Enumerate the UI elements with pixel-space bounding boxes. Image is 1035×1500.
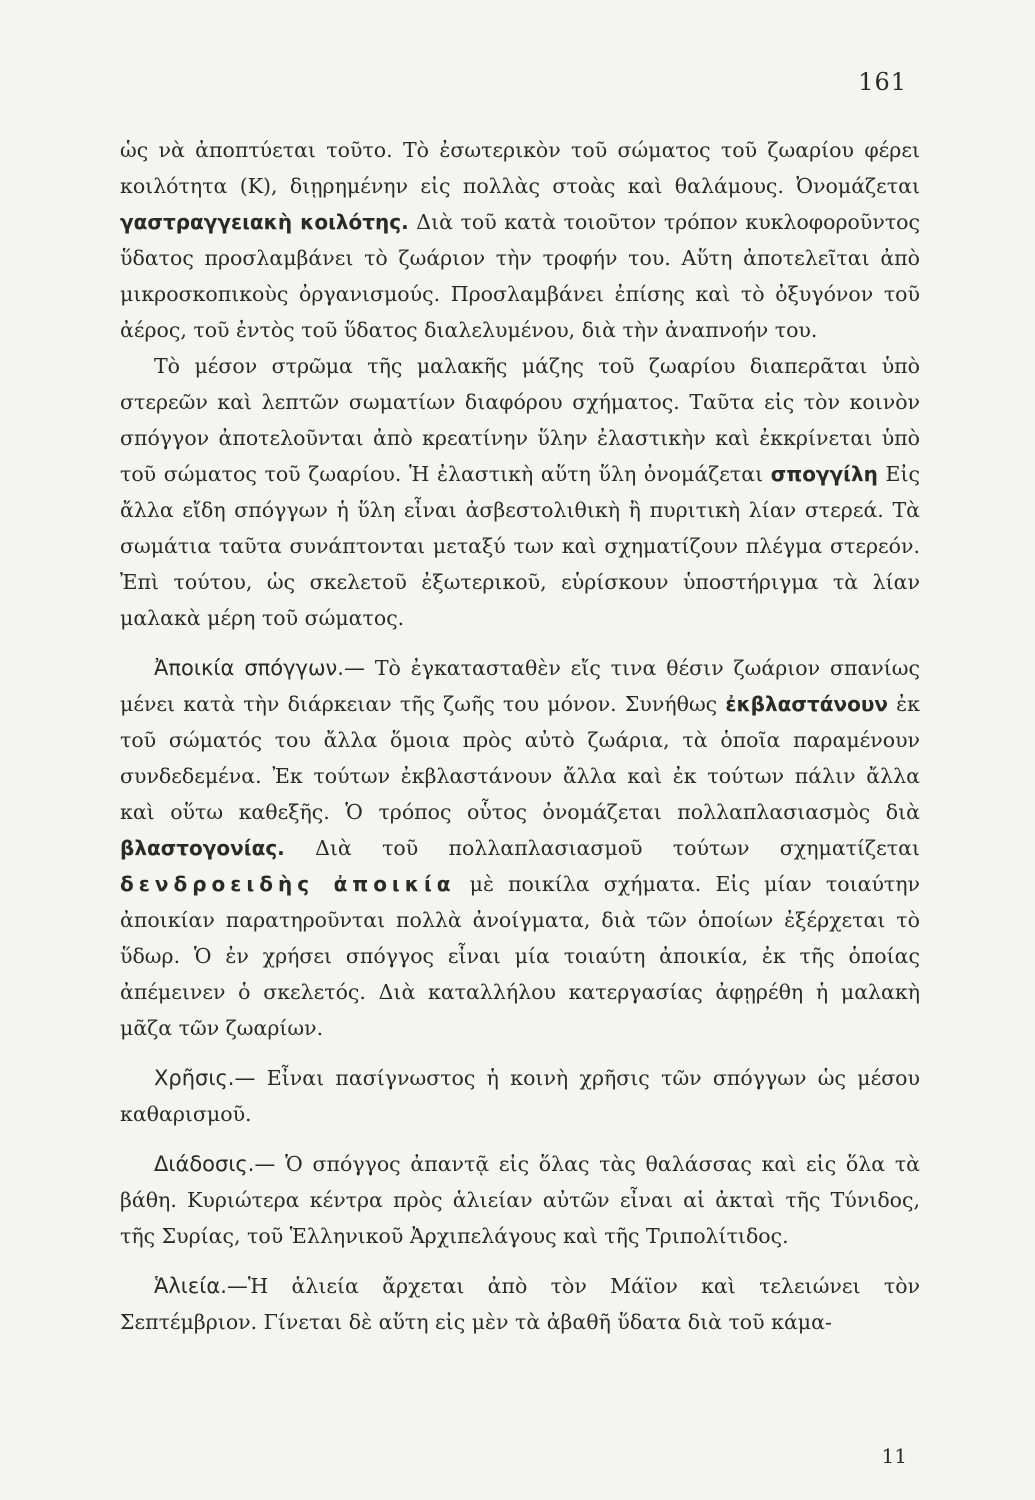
term-bold: σπογγίλη: [770, 462, 878, 486]
paragraph-5: [120, 1146, 920, 1254]
text-run: Εἶναι πασίγνωστος ἡ κοινὴ χρῆσις τῶν σπόγγων ὡς μέσου καθαρισμοῦ.: [120, 1066, 920, 1126]
text-run: ὡς νὰ ἀποπτύεται τοῦτο. Τὸ ἐσωτερικὸν τοῦ σώματος τοῦ ζωαρίου φέρει κοιλότητα (Κ), διῃρημένην εἰς πολλὰς στοὰς καὶ θαλάμους. Ὀνομάζεται: [120, 138, 920, 198]
text-run: Διὰ τοῦ κατὰ τοιοῦτον τρόπον κυκλοφοροῦντος ὕδατος προσλαμβάνει τὸ ζωάριον τὴν τροφήν του. Αὕτη ἀποτελεῖται ἀπὸ μικροσκοπικοὺς ὀργανισμούς. Προσλαμβάνει ἐπίσης καὶ τὸ ὀξυγόνον τοῦ ἀέρος, τοῦ ἐντὸς τοῦ ὕδατος διαλελυμένου, διὰ τὴν ἀναπνοήν του.: [120, 210, 920, 342]
paragraph-1: [120, 132, 920, 348]
section-heading: Χρῆσις.—: [154, 1066, 256, 1090]
text-run: Ὁ σπόγγος ἀπαντᾷ εἰς ὅλας τὰς θαλάσσας καὶ εἰς ὅλα τὰ βάθη. Κυριώτερα κέντρα πρὸς ἁλιείαν αὐτῶν εἶναι αἱ ἀκταὶ τῆς Τύνιδος, τῆς Συρίας, τοῦ Ἑλληνικοῦ Ἀρχιπελάγους καὶ τῆς Τριπολίτιδος.: [120, 1152, 920, 1248]
section-heading: Ἁλιεία.—: [154, 1274, 248, 1298]
body-text: [120, 132, 920, 1340]
paragraph-2: [120, 348, 920, 636]
page-number: 161: [858, 68, 907, 96]
term-bold: ἐκβλαστάνουν: [725, 692, 888, 716]
term-bold-spaced: δενδροειδὴς ἀποικία: [120, 872, 456, 896]
text-run: ἐκ τοῦ σώματός του ἄλλα ὅμοια πρὸς αὐτὸ ζωάρια, τὰ ὁποῖα παραμένουν συνδεδεμένα. Ἐκ τούτων ἐκβλαστάνουν ἄλλα καὶ ἐκ τούτων πάλιν ἄλλα καὶ οὕτω καθεξῆς. Ὁ τρόπος οὗτος ὀνομάζεται πολλαπλασιασμὸς διὰ: [120, 692, 920, 824]
text-run: Εἰς ἄλλα εἴδη σπόγγων ἡ ὕλη εἶναι ἀσβεστολιθικὴ ἢ πυριτικὴ λίαν στερεά. Τὰ σωμάτια ταῦτα συνάπτονται μεταξύ των καὶ σχηματίζουν πλέγμα στερεόν. Ἐπὶ τούτου, ὡς σκελετοῦ ἐξωτερικοῦ, εὑρίσκουν ὑποστήριγμα τὰ λίαν μαλακὰ μέρη τοῦ σώματος.: [120, 462, 921, 630]
term-bold: βλαστογονίας.: [120, 836, 285, 860]
text-run: μὲ ποικίλα σχήματα. Εἰς μίαν τοιαύτην ἀποικίαν παρατηροῦνται πολλὰ ἀνοίγματα, διὰ τῶν ὁποίων ἐξέρχεται τὸ ὕδωρ. Ὁ ἐν χρήσει σπόγγος εἶναι μία τοιαύτη ἀποικία, ἐκ τῆς ὁποίας ἀπέμεινεν ὁ σκελετός. Διὰ καταλλήλου κατεργασίας ἀφῃρέθη ἡ μαλακὴ μᾶζα τῶν ζωαρίων.: [120, 872, 920, 1040]
text-run: Τὸ ἐγκατασταθὲν εἴς τινα θέσιν ζωάριον σπανίως μένει κατὰ τὴν διάρκειαν τῆς ζωῆς του μόνον. Συνήθως: [120, 656, 920, 716]
text-run: Διὰ τοῦ πολλαπλασιασμοῦ τούτων σχηματίζεται: [284, 836, 920, 860]
footer-signature-number: 11: [881, 1444, 907, 1468]
text-run: Τὸ μέσον στρῶμα τῆς μαλακῆς μάζης τοῦ ζωαρίου διαπερᾶται ὑπὸ στερεῶν καὶ λεπτῶν σωματίων διαφόρου σχήματος. Ταῦτα εἰς τὸν κοινὸν σπόγγον ἀποτελοῦνται ἀπὸ κρεατίνην ὕλην ἐλαστικὴν καὶ ἐκκρίνεται ὑπὸ τοῦ σώματος τοῦ ζωαρίου. Ἡ ἐλαστικὴ αὕτη ὕλη ὀνομάζεται: [120, 354, 920, 486]
paragraph-3: [120, 650, 920, 1046]
paragraph-6: [120, 1268, 920, 1340]
text-run: Ἡ ἁλιεία ἄρχεται ἀπὸ τὸν Μάϊον καὶ τελειώνει τὸν Σεπτέμβριον. Γίνεται δὲ αὕτη εἰς μὲν τὰ ἀβαθῆ ὕδατα διὰ τοῦ κάμα-: [120, 1274, 920, 1334]
paragraph-4: [120, 1060, 920, 1132]
term-bold: γαστραγγειακὴ κοιλότης.: [120, 210, 409, 234]
section-heading: Διάδοσις.—: [154, 1152, 276, 1176]
section-heading: Ἀποικία σπόγγων.—: [154, 656, 365, 680]
